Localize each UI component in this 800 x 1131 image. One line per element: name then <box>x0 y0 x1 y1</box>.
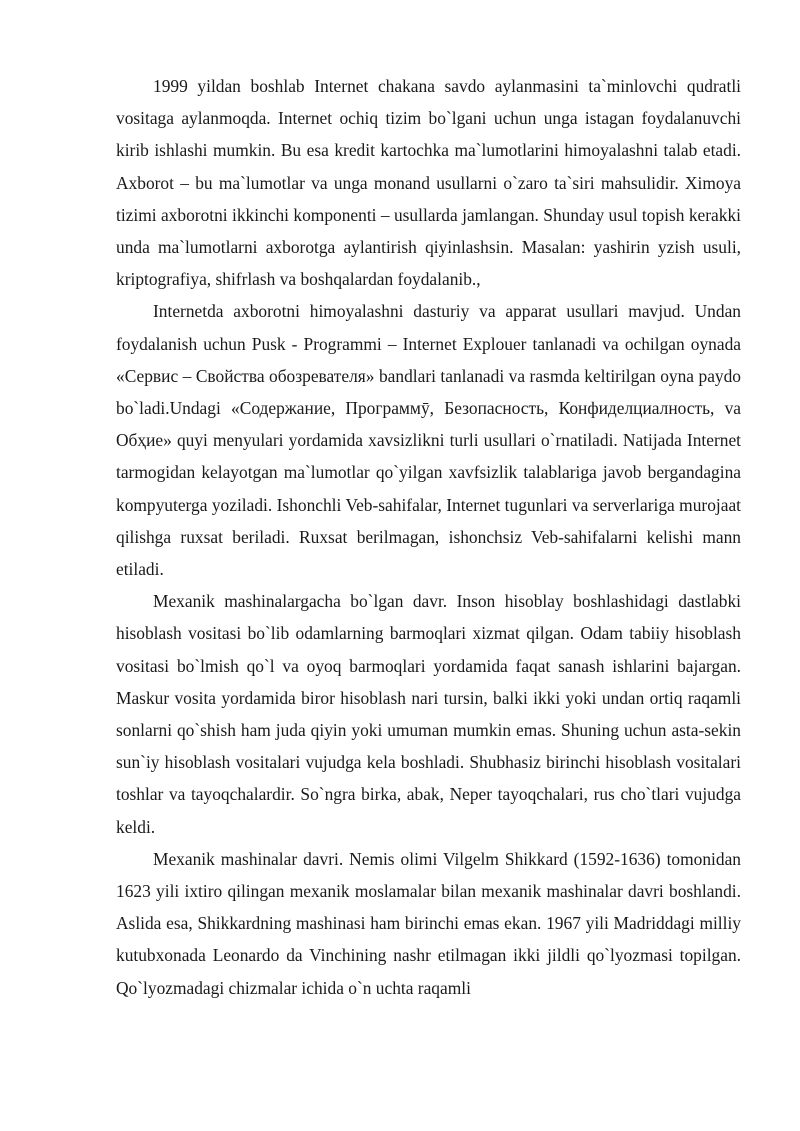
paragraph-mechanical-era: Mexanik mashinalar davri. Nemis olimi Vilgelm Shikkard (1592-1636) tomonidan 1623 yili ixtiro qilingan mexanik moslamalar bilan mexanik mashinalar davri boshlandi. Aslida esa, Shikkardning mashinasi ham birinchi emas ekan. 1967 yili Madriddagi milliy kutubxonada Leonardo da Vinchining nashr etilmagan ikki jildli qo`lyozmasi topilgan. Qo`lyozmadagi chizmalar ichida o`n uchta raqamli <box>116 848 741 998</box>
paragraph-internet-security: 1999 yildan boshlab Internet chakana savdo aylanmasini ta`minlovchi qudratli vositaga aylanmoqda. Internet ochiq tizim bo`lgani uchun unga istagan foydalanuvchi kirib ishlashi mumkin. Bu esa kredit kartochka ma`lumotlarini himoyalashni talab etadi. Axborot – bu ma`lumotlar va unga monand usullarni o`zaro ta`siri mahsulidir. Ximoya tizimi axborotni ikkinchi komponenti – usullarda jamlangan. Shunday usul topish kerakki unda ma`lumotlarni axborotga aylantirish qiyinlashsin. Masalan: yashirin yzish usuli, kriptografiya, shifrlash va boshqalardan foydalanib., <box>116 76 741 290</box>
document-page <box>116 70 741 1004</box>
paragraph-pre-mechanical-era: Mexanik mashinalargacha bo`lgan davr. Inson hisoblay boshlashidagi dastlabki hisoblash vositasi bo`lib odamlarning barmoqlari xizmat qilgan. Odam tabiiy hisoblash vositasi bo`lmish qo`l va oyoq barmoqlari yordamida faqat sanash ishlarini bajargan. Maskur vosita yordamida biror hisoblash nari tursin, balki ikki yoki undan ortiq raqamli sonlarni qo`shish ham juda qiyin yoki umuman mumkin emas. Shuning uchun asta-sekin sun`iy hisoblash vositalari vujudga kela boshladi. Shubhasiz birinchi hisoblash vositalari toshlar va tayoqchalardir. So`ngra birka, abak, Neper tayoqchalari, rus cho`tlari vujudga keldi. <box>116 591 741 837</box>
paragraph-internet-protection-methods: Internetda axborotni himoyalashni dasturiy va apparat usullari mavjud. Undan foydalanish uchun Pusk - Programmi – Internet Explouer tanlanadi va ochilgan oynada «Сервис – Свойства обозревателя» bandlari tanlanadi va rasmda keltirilgan oyna paydo bo`ladi.Undagi «Содержание, Программӯ, Безопасность, Конфиделциалность, va Обҳие» quyi menyulari yordamida xavsizlikni turli usullari o`rnatiladi. Natijada Internet tarmogidan kelayotgan ma`lumotlar qo`yilgan xavfsizlik talablariga javob bergandagina kompyuterga yoziladi. Ishonchli Veb-sahifalar, Internet tugunlari va serverlariga murojaat qilishga ruxsat beriladi. Ruxsat berilmagan, ishonchsiz Veb-sahifalarni kelishi mann etiladi. <box>116 301 741 580</box>
